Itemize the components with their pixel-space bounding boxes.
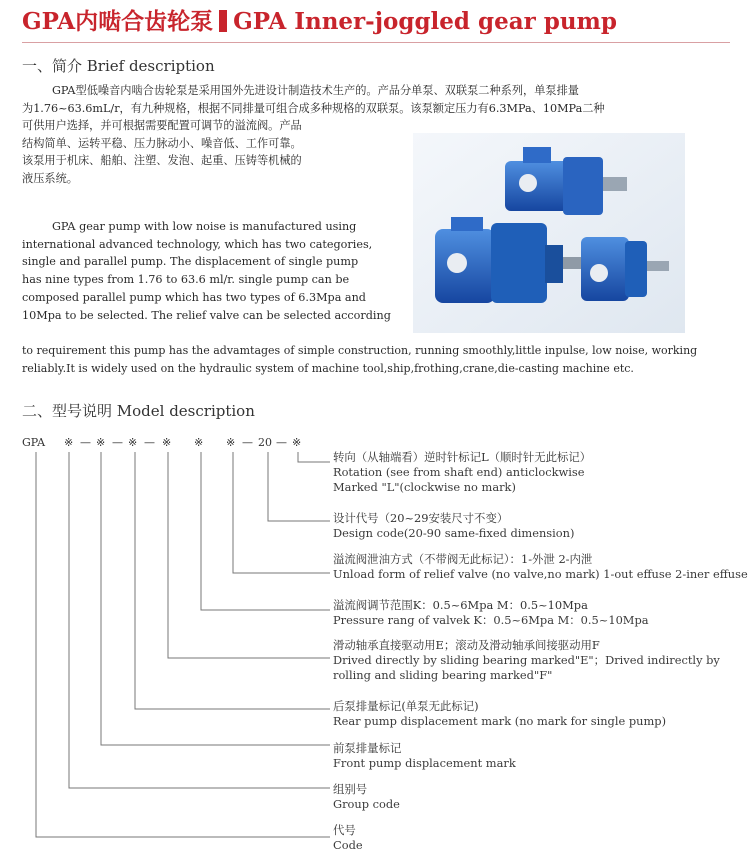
- label-pressure-range: 溢流阀调节范围K：0.5~6Mpa M：0.5~10Mpa Pressure rang of valvek K：0.5~6Mpa M：0.5~10Mpa: [333, 598, 649, 627]
- cn-line-2: 可供用户选择，并可根据需要配置可调节的溢流阀。产品: [22, 119, 302, 132]
- brief-cn-full: [22, 82, 734, 117]
- code-star-4: ※: [162, 436, 172, 449]
- page-title: [22, 4, 617, 40]
- label-rear-pump: 后泵排量标记(单泵无此标记) Rear pump displacement mark (no mark for single pump): [333, 699, 667, 728]
- code-dash-4: —: [242, 436, 253, 449]
- cn-line-3: 结构简单、运转平稳、压力脉动小、噪音低、工作可靠。: [22, 136, 302, 150]
- label-drive-type: 滑动轴承直接驱动用E；滚动及滑动轴承间接驱动用F Drived directly by sliding bearing marked"E"；Drived indirectly by rolling and sliding bearing marked"F": [333, 638, 720, 682]
- model-heading: 二、型号说明 Model description: [22, 402, 255, 420]
- en-line-0: GPA gear pump with low noise is manufactured using: [52, 220, 357, 233]
- label-group-code: 组别号 Group code: [333, 782, 400, 811]
- title-en: GPA Inner-joggled gear pump: [233, 8, 617, 35]
- en-line-7: reliably.It is widely used on the hydraulic system of machine tool,ship,frothing,crane,die-casting machine etc.: [22, 361, 634, 375]
- label-front-pump: 前泵排量标记 Front pump displacement mark: [333, 741, 516, 770]
- title-cn: GPA内啮合齿轮泵: [22, 8, 214, 35]
- label-unload-form: 溢流阀泄油方式（不带阀无此标记）：1-外泄 2-内泄 Unload form of relief valve (no valve,no mark) 1-out effuse 2-iner effuse: [333, 552, 748, 581]
- label-design-code: 设计代号（20~29安装尺寸不变） Design code(20-90 same-fixed dimension): [333, 511, 575, 540]
- brief-en-left: [22, 218, 407, 324]
- code-dash-5: —: [276, 436, 287, 449]
- code-20: 20: [258, 436, 272, 449]
- code-star-5: ※: [194, 436, 204, 449]
- title-rule: [22, 42, 730, 43]
- cn-line-5: 液压系统。: [22, 172, 78, 186]
- code-dash-2: —: [112, 436, 123, 449]
- code-dash-3: —: [144, 436, 155, 449]
- code-star-2: ※: [96, 436, 106, 449]
- label-rotation: 转向（从轴端看）逆时针标记L（顺时针无此标记） Rotation (see from shaft end) anticlockwise Marked "L"(clockwise no mark): [333, 450, 592, 494]
- title-separator: [219, 10, 227, 32]
- en-line-1: international advanced technology, which has two categories,: [22, 237, 373, 251]
- label-code: 代号 Code: [333, 823, 363, 852]
- code-gpa: GPA: [22, 436, 46, 449]
- code-dash-1: —: [80, 436, 91, 449]
- brief-heading: 一、简介 Brief description: [22, 57, 215, 75]
- en-line-4: composed parallel pump which has two types of 6.3Mpa and: [22, 290, 366, 304]
- code-star-3: ※: [128, 436, 138, 449]
- en-line-6: to requirement this pump has the advamtages of simple construction, running smoothly,little inpulse, low noise, working: [22, 344, 698, 357]
- code-star-7: ※: [292, 436, 302, 449]
- code-star-1: ※: [64, 436, 74, 449]
- en-line-3: has nine types from 1.76 to 63.6 ml/r. single pump can be: [22, 273, 350, 287]
- cn-line-1: 为1.76~63.6mL/r，有九种规格，根据不同排量可组合成多种规格的双联泵。该泵额定压力有6.3MPa、10MPa二种: [22, 101, 605, 115]
- en-line-5: 10Mpa to be selected. The relief valve can be selected according: [22, 308, 391, 322]
- en-line-2: single and parallel pump. The displacement of single pump: [22, 255, 359, 269]
- brief-en-full: [22, 342, 742, 377]
- pump-photo: [413, 133, 685, 333]
- cn-line-4: 该泵用于机床、船舶、注塑、发泡、起重、压铸等机械的: [22, 154, 302, 168]
- code-star-6: ※: [226, 436, 236, 449]
- cn-line-0: GPA型低噪音内啮合齿轮泵是采用国外先进设计制造技术生产的。产品分单泵、双联泵二种系列，单泵排量: [52, 84, 579, 97]
- brief-cn-left: [22, 117, 402, 188]
